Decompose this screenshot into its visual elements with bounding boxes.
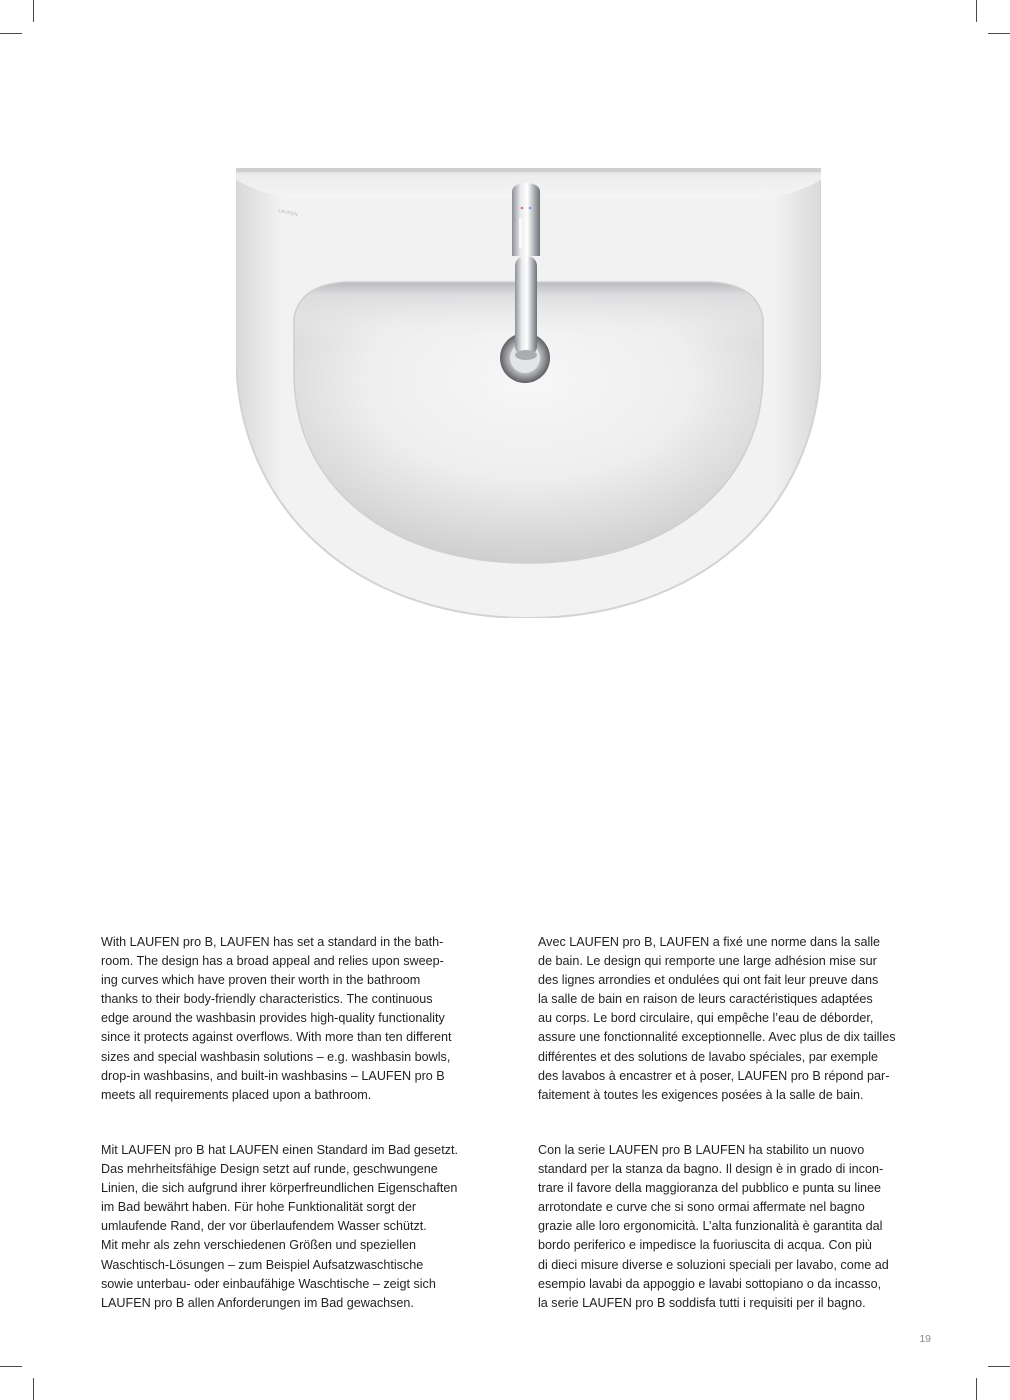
paragraph-english: With LAUFEN pro B, LAUFEN has set a standard in the bath- room. The design has a broad appeal and relies upon sweep- ing curves which have proven their worth in the bathroom thanks to their body-friendly characteristics. The continuous edge around the washbasin provides high-quality functionality since it protects against overflows. With more than ten different sizes and special washbasin solutions – e.g. washbasin bowls, drop-in washbasins, and built-in washbasins – LAUFEN pro B meets all requirements placed upon a bathroom. [101,935,452,1102]
crop-mark [33,0,34,22]
crop-mark [988,33,1010,34]
paragraph-italian: Con la serie LAUFEN pro B LAUFEN ha stabilito un nuovo standard per la stanza da bagno. Il design è in grado di incon- trare il favore della maggioranza del pubblico e punta su linee arrotondate e curve che si sono ormai affermate nel bagno grazie alle loro ergonomicità. L’alta funzionalità è garantita dal bordo periferico e impedisce la fuoriuscita di acqua. Con più di dieci misure diverse e soluzioni speciali per lavabo, come ad esempio lavabi da appoggio e lavabi sottopiano o da incasso, la serie LAUFEN pro B soddisfa tutti i requisiti per il bagno. [538,1143,889,1310]
paragraph-french: Avec LAUFEN pro B, LAUFEN a fixé une norme dans la salle de bain. Le design qui remporte une large adhésion mise sur des lignes arrondies et ondulées qui ont fait leur preuve dans la salle de bain en raison de leurs caractéristiques adaptées au corps. Le bord circulaire, qui empêche l’eau de déborder, assure une fonctionnalité exceptionnelle. Avec plus de dix tailles différentes et des solutions de lavabo spéciales, par exemple des lavabos à encastrer et à poser, LAUFEN pro B répond par- faitement à toutes les exigences posées à la salle de bain. [538,935,896,1102]
crop-mark [0,1366,22,1367]
crop-mark [0,33,22,34]
crop-mark [33,1378,34,1400]
text-german [101,1141,501,1313]
page-number: 19 [919,1333,931,1345]
laufen-logo: LAUFEN [277,208,299,219]
text-english [101,933,501,1105]
crop-mark [976,0,977,22]
washbasin-photo [236,168,821,618]
paragraph-german: Mit LAUFEN pro B hat LAUFEN einen Standard im Bad gesetzt. Das mehrheitsfähige Design setzt auf runde, geschwungene Linien, die sich aufgrund ihrer körperfreundlichen Eigenschaften im Bad bewährt haben. Für hohe Funktionalität sorgt der umlaufende Rand, der vor überlaufendem Wasser schützt. Mit mehr als zehn verschiedenen Größen und speziellen Waschtisch-Lösungen – zum Beispiel Aufsatzwaschtische sowie unterbau- oder einbaufähige Waschtische – zeigt sich LAUFEN pro B allen Anforderungen im Bad gewachsen. [101,1143,458,1310]
crop-mark [988,1366,1010,1367]
text-italian [538,1141,938,1313]
text-french [538,933,938,1105]
crop-mark [976,1378,977,1400]
